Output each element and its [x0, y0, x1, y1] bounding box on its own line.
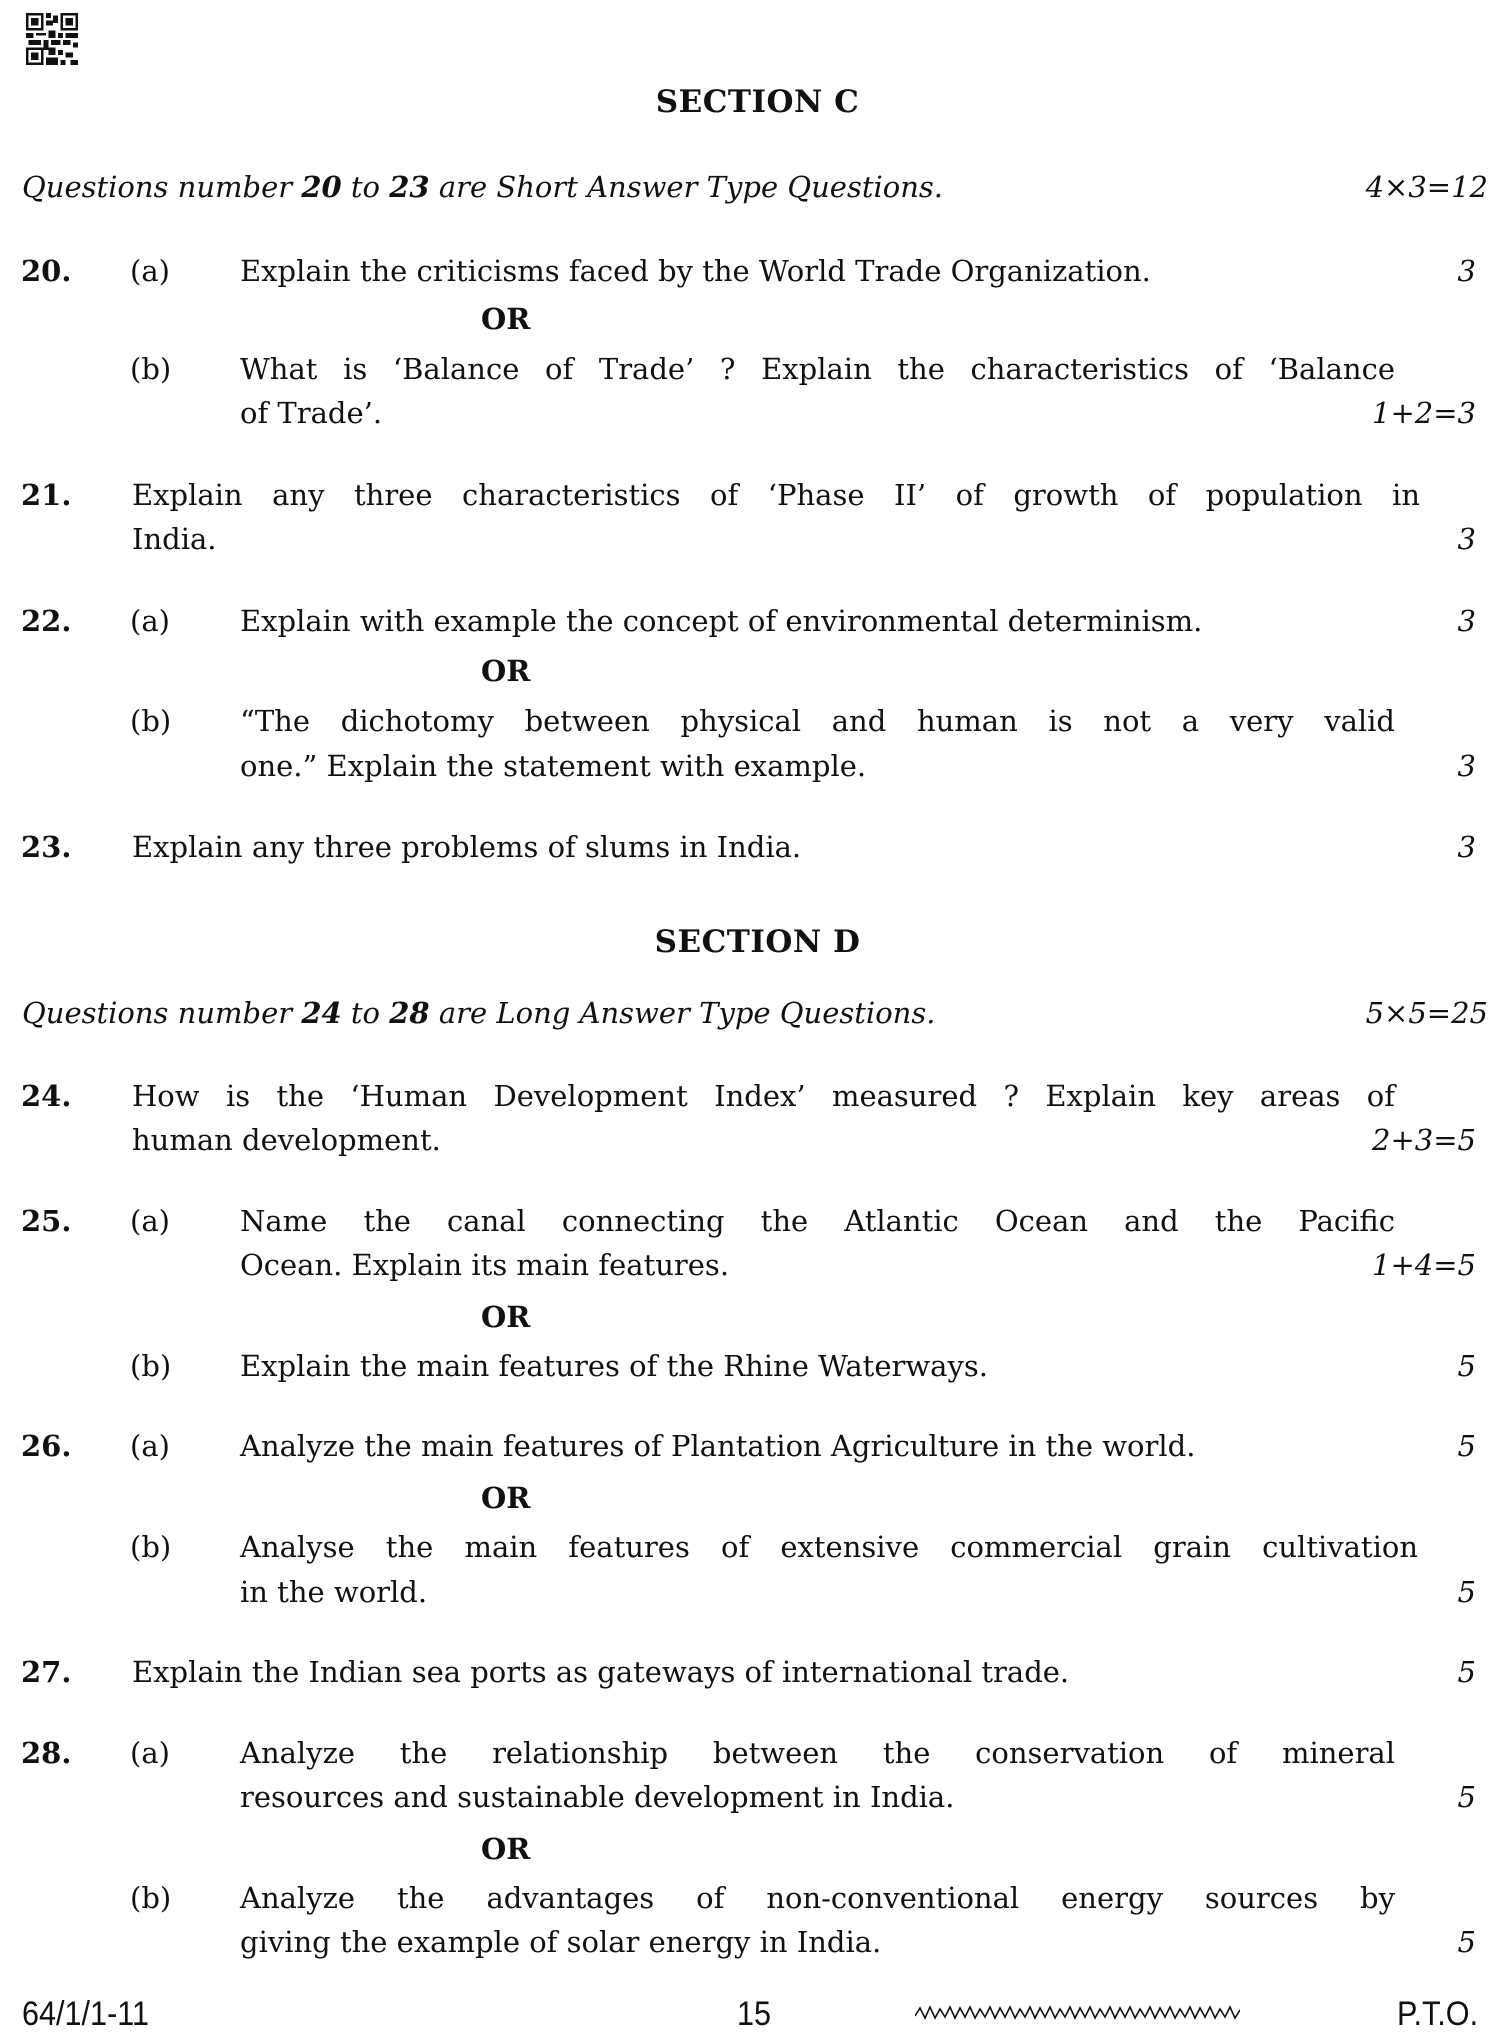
- question-text: giving the example of solar energy in India.: [240, 1925, 882, 1959]
- question-text: What is ‘Balance of Trade’ ? Explain the characteristics of ‘Balance: [240, 352, 1395, 386]
- question-number: 28.: [21, 1736, 72, 1770]
- question-text: India.: [132, 522, 217, 556]
- section-c-marks: 4×3=12: [1365, 170, 1488, 204]
- part-label: (a): [130, 254, 170, 288]
- question-number: 23.: [21, 830, 72, 864]
- marks: 5: [1457, 1780, 1476, 1814]
- marks: 5: [1457, 1655, 1476, 1689]
- marks: 3: [1457, 749, 1476, 783]
- question-text: Ocean. Explain its main features.: [240, 1248, 730, 1282]
- marks: 3: [1457, 830, 1476, 864]
- marks: 3: [1457, 522, 1476, 556]
- part-label: (b): [130, 1530, 172, 1564]
- marks: 1+2=3: [1372, 396, 1476, 430]
- question-number: 25.: [21, 1204, 72, 1238]
- qr-code-icon: [24, 13, 80, 65]
- part-label: (a): [130, 1736, 170, 1770]
- question-text: Explain the criticisms faced by the World Trade Organization.: [240, 254, 1151, 288]
- question-text: How is the ‘Human Development Index’ measured ? Explain key areas of: [132, 1079, 1395, 1113]
- or-separator: OR: [481, 1300, 531, 1334]
- part-label: (a): [130, 1429, 170, 1463]
- question-number: 24.: [21, 1079, 72, 1113]
- part-label: (b): [130, 352, 172, 386]
- marks: 1+4=5: [1372, 1248, 1476, 1282]
- section-d-title: SECTION D: [654, 924, 861, 960]
- marks: 5: [1457, 1429, 1476, 1463]
- marks: 3: [1457, 604, 1476, 638]
- section-c-title: SECTION C: [655, 84, 860, 120]
- question-number: 26.: [21, 1429, 72, 1463]
- question-text: Explain the main features of the Rhine Waterways.: [240, 1349, 988, 1383]
- or-separator: OR: [481, 1832, 531, 1866]
- part-label: (b): [130, 704, 172, 738]
- paper-code: 64/1/1-11: [22, 1995, 150, 2033]
- marks: 2+3=5: [1372, 1123, 1476, 1157]
- question-text: of Trade’.: [240, 396, 383, 430]
- question-number: 20.: [21, 254, 72, 288]
- or-separator: OR: [481, 302, 531, 336]
- question-number: 21.: [21, 478, 72, 512]
- part-label: (a): [130, 1204, 170, 1238]
- or-separator: OR: [481, 654, 531, 688]
- question-number: 22.: [21, 604, 72, 638]
- part-label: (b): [130, 1349, 172, 1383]
- question-text: “The dichotomy between physical and human is not a very valid: [240, 704, 1395, 738]
- question-text: Analyse the main features of extensive commercial grain cultivation: [240, 1530, 1418, 1564]
- marks: 3: [1457, 254, 1476, 288]
- page-number: 15: [737, 1995, 772, 2033]
- question-text: Explain the Indian sea ports as gateways of international trade.: [132, 1655, 1070, 1689]
- section-c-instruction: Questions number 20 to 23 are Short Answer Type Questions.: [22, 170, 943, 204]
- squiggle-line-icon: [915, 2002, 1240, 2022]
- question-number: 27.: [21, 1655, 72, 1689]
- question-text: Name the canal connecting the Atlantic Ocean and the Pacific: [240, 1204, 1395, 1238]
- question-text: Explain with example the concept of environmental determinism.: [240, 604, 1203, 638]
- question-text: resources and sustainable development in India.: [240, 1780, 955, 1814]
- section-d-instruction: Questions number 24 to 28 are Long Answer Type Questions.: [22, 996, 936, 1030]
- question-text: Analyze the relationship between the conservation of mineral: [240, 1736, 1395, 1770]
- marks: 5: [1457, 1575, 1476, 1609]
- part-label: (a): [130, 604, 170, 638]
- or-separator: OR: [481, 1481, 531, 1515]
- marks: 5: [1457, 1349, 1476, 1383]
- question-text: Analyze the advantages of non-conventional energy sources by: [240, 1881, 1395, 1915]
- section-d-marks: 5×5=25: [1365, 996, 1488, 1030]
- question-text: human development.: [132, 1123, 441, 1157]
- question-text: one.” Explain the statement with example.: [240, 749, 867, 783]
- question-text: Explain any three problems of slums in India.: [132, 830, 802, 864]
- question-text: in the world.: [240, 1575, 428, 1609]
- pto-label: P.T.O.: [1396, 1995, 1478, 2033]
- part-label: (b): [130, 1881, 172, 1915]
- question-text: Analyze the main features of Plantation Agriculture in the world.: [240, 1429, 1196, 1463]
- question-text: Explain any three characteristics of ‘Phase II’ of growth of population in: [132, 478, 1420, 512]
- marks: 5: [1457, 1925, 1476, 1959]
